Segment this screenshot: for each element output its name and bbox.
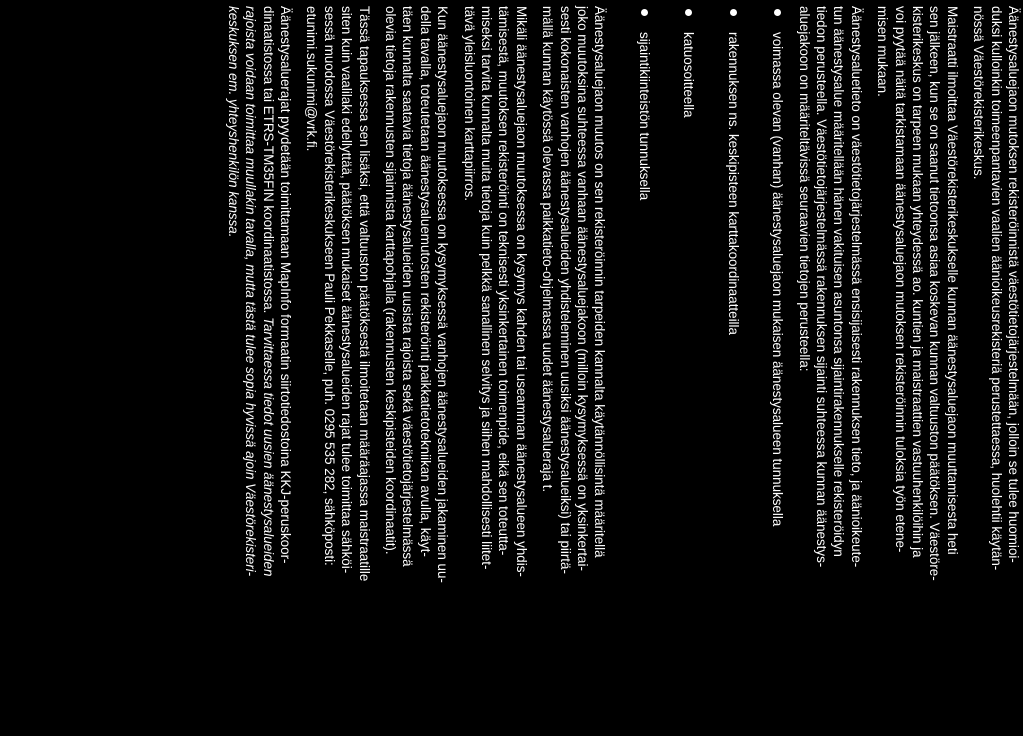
list-item-text: rakennuksen ns. keskipisteen karttakoordinaatteilla [725,32,741,335]
bullet-icon [641,9,648,16]
bullet-list [636,6,787,728]
list-item-text: voimassa olevan (vanhan) äänestysaluejaon mukaisen äänestysalueen tunnuksella [770,32,786,527]
paragraph-mapinfo [224,6,294,728]
list-item [680,6,697,728]
paragraph-intro: Äänestysaluejaon mutoksen rekisteröinnistä väestötietojärjestelmään, jolloin se tulee huomioi- duksi kulloinkin toimeenpantavien vaalien äänioikeusrekisteriä perustettaessa, huolehtii käytän- nössä Väestörekisterikeskus. [971,6,1021,571]
paragraph-aanestysaluetieto: Äänestysaluetieto on väestötietojärjestelmässä ensisijaisesti rakennuksen tieto, ja äänioikeute- tun äänestysalue määritellään hänen vakituisen asuntonsa sijaintirakennukselle rekisteröidyn tiedon perusteella. Väestötietojärjestelmässä rakennuksen sijainti suhteessa kunnan äänestys- aluejakoon on määriteltävissä seuraavien tietojen perusteella: [796,6,864,568]
list-item [636,6,653,728]
paragraph-mapinfo-italic: Tarvittaessa tiedot uusien äänestysalueiden rajoista voidaan toimittaa muullakin tavalla, mutta tästä tulee sopia hyvissä ajoin Väestörekisteri- keskuksen em. yhteyshenkilön kanssa. [225,6,276,577]
bullet-icon [730,9,737,16]
list-item [769,6,786,728]
list-item-text: sijaintikiinteistön tunnuksella [636,32,652,201]
paragraph-muutos: Äänestysaluejaon muutos on sen rekisteröinnin tarpeiden kannalta käytännöllisintä määritellä joko muutoksina suhteessa vanhaan äänestysaluejakoon (milloin kysymyksessä on yksinkertai- sesti kokonaisten vanhojen äänestysalueiden yhdisteleminen uusiksi äänestysalueiksi) tai piirtä- mällä kunnan käytössä olevassa paikkatieto-ohjelmassa uudet äänestysalueraja t. [540,6,608,574]
paragraph-ilmoitus: Tässä tapauksessa sen lisäksi, että valtuuston päätöksestä ilmoitetaan määräajassa maistraatille siten kuin vaalilaki edellyttää, päätöksen mukaiset äänestysalueiden rajat tulee toimittaa sähköi- sessä muodossa Väestörekisterikeskukseen Pauli Pekkaselle, puh. 0295 535 282, sähköposti: etunimi.sukunimi@vrk.fi. [304,6,372,582]
bullet-icon [774,9,781,16]
list-item-text: katuosoitteella [681,32,697,118]
paragraph-yhdistaminen: Mikäli äänestysaluejaon muutoksessa on kysymys kahden tai useamman äänestysalueen yhdis- tämisestä, muutoksen rekisteröinti on teknisesti yksinkertainen toimenpide, eikä sen toteutta- miseksi tarvita kunnalta muita tietoja kuin pelkkä sanallinen selvitys ja siihen mahdollisesti liitet- tävä yleisluontoinen karttapiirros. [461,6,529,577]
paragraph-maistraatti: Maistraatti ilmoittaa Väestörekisterikeskukselle kunnan äänestysaluejaon muuttamisesta heti sen jälkeen, kun se on saanut tietoonsa asiaa koskevan kunnan valtuuston päätöksen. Väestöre- kisterikeskus on tarpeen mukaan yhteydessä ao. kuntien ja maistraattien vastuuhenkilöihin ja voi pyytää näitä tarkistamaan äänestysaluejaon mutoksen rekisteröinnin tuloksia työn etene- misen mukaan. [875,6,960,581]
paragraph-mapinfo-text: Äänestysaluerajat pyydetään toimittamaan MapInfo formaatin siirtotiedostoina KKJ-peruskoor- dinaatistossa tai ETRS-TM35FIN koordinaatistossa. [260,6,293,564]
paragraph-jakaminen: Kun äänestysaluejaon muutoksessa on kysymyksessä vanhojen äänestysalueiden jakaminen uu- della tavalla, toteutetaan äänestysaluemutosten rekisteröinti paikkatietotekniikan avulla, käyt- täen kunnalta saatavia tietoja äänestysalueiden uusista rajoista sekä väestötietojärjestelmässä olevia tietoja rakennusten sijainnista karttapohjalla (rakennusten keskipisteiden koordinaatit). [383,6,451,583]
list-item [724,6,741,728]
bullet-icon [685,9,692,16]
